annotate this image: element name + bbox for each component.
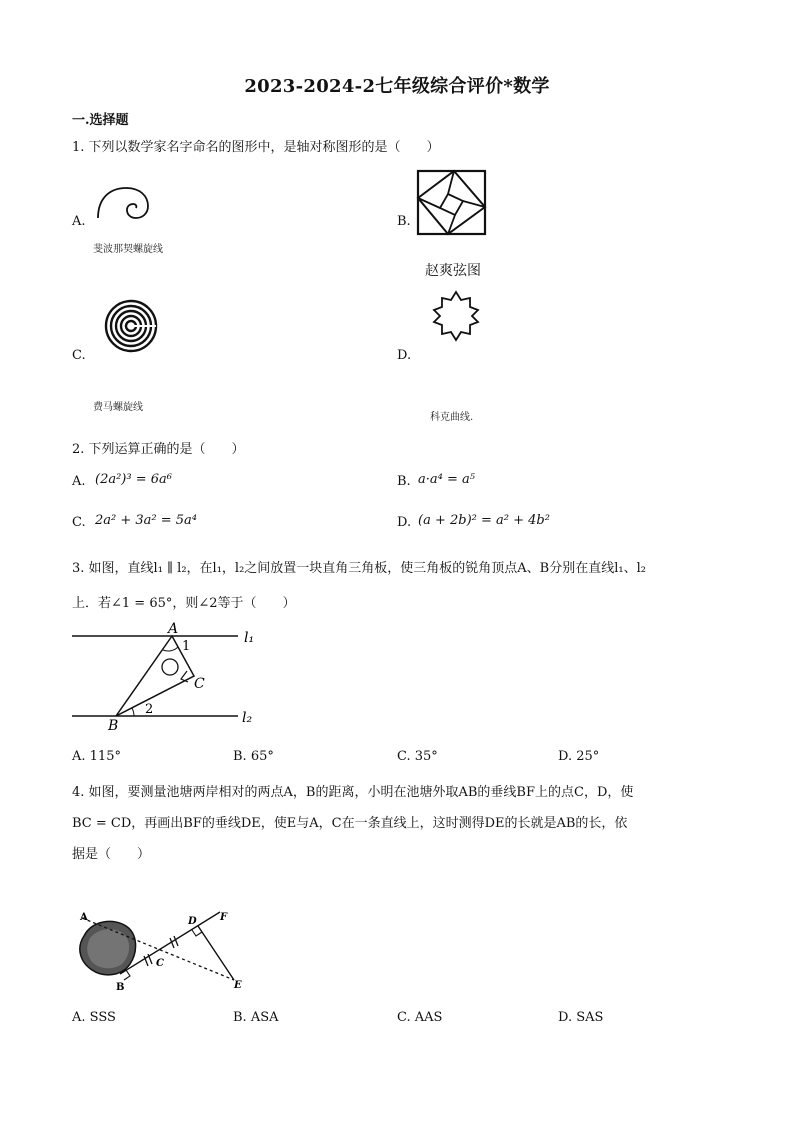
q3-label-c: C — [194, 676, 205, 692]
page-title: 2023-2024-2七年级综合评价*数学 — [244, 76, 550, 97]
q2-option-a-label[interactable]: A. — [72, 474, 86, 489]
q3-label-b: B — [108, 718, 119, 734]
q3-stem-line1: 3. 如图，直线l₁ ∥ l₂，在l₁，l₂之间放置一块直角三角板，使三角板的锐角顶点A、B分别在直线l₁、l₂ — [72, 561, 646, 576]
q4-option-d[interactable]: D. SAS — [558, 1010, 604, 1025]
q4-option-b[interactable]: B. ASA — [233, 1010, 279, 1025]
q3-label-l1: l₁ — [244, 630, 255, 646]
q1-stem: 1. 下列以数学家名字命名的图形中，是轴对称图形的是（ ） — [72, 140, 440, 155]
q4-option-c[interactable]: C. AAS — [397, 1010, 443, 1025]
q2-option-b-label[interactable]: B. — [397, 474, 411, 489]
q1-option-d-label[interactable]: D. — [397, 348, 412, 363]
q1-option-b-caption: 赵爽弦图 — [425, 263, 481, 279]
q4-label-a: A — [80, 912, 88, 923]
q2-option-d-expression: (a + 2b)² = a² + 4b² — [418, 513, 550, 528]
q3-label-angle2: 2 — [145, 702, 154, 717]
q4-label-b: B — [116, 982, 125, 993]
q4-option-a[interactable]: A. SSS — [72, 1010, 116, 1025]
q4-stem-line1: 4. 如图，要测量池塘两岸相对的两点A，B的距离，小明在池塘外取AB的垂线BF上的点C，D，使 — [72, 785, 634, 800]
q2-option-b-expression: a·a⁴ = a⁵ — [418, 472, 475, 487]
q1-option-a-label[interactable]: A. — [72, 214, 86, 229]
q4-label-e: E — [234, 980, 242, 991]
q3-stem-line2: 上．若∠1 = 65°，则∠2等于（ ） — [72, 596, 296, 611]
q1-option-b-label[interactable]: B. — [397, 214, 411, 229]
q4-label-c: C — [156, 958, 164, 969]
q2-option-c-label[interactable]: C. — [72, 515, 86, 530]
q4-stem-line2: BC = CD，再画出BF的垂线DE，使E与A，C在一条直线上，这时测得DE的长就是AB的长，依 — [72, 816, 628, 831]
q3-triangle-figure — [70, 620, 270, 736]
q3-label-a: A — [168, 621, 179, 637]
q1-option-a-caption: 斐波那契螺旋线 — [93, 244, 163, 255]
fermat-spiral-figure — [103, 300, 159, 352]
section-heading: 一.选择题 — [72, 113, 129, 128]
koch-snowflake-figure — [426, 290, 486, 342]
q3-option-c[interactable]: C. 35° — [397, 749, 438, 764]
q4-pond-figure — [74, 908, 254, 994]
zhaoshuang-string-diagram-figure — [417, 170, 487, 236]
q1-option-c-label[interactable]: C. — [72, 348, 86, 363]
q1-option-c-caption: 费马螺旋线 — [93, 402, 143, 413]
q3-option-d[interactable]: D. 25° — [558, 749, 600, 764]
q2-stem: 2. 下列运算正确的是（ ） — [72, 442, 245, 457]
q2-option-a-expression: (2a²)³ = 6a⁶ — [95, 472, 172, 487]
q4-label-f: F — [220, 912, 228, 923]
q3-option-a[interactable]: A. 115° — [72, 749, 121, 764]
q2-option-d-label[interactable]: D. — [397, 515, 412, 530]
fibonacci-spiral-figure — [92, 184, 152, 224]
q4-label-d: D — [188, 916, 197, 927]
q2-option-c-expression: 2a² + 3a² = 5a⁴ — [95, 513, 198, 528]
q4-stem-line3: 据是（ ） — [72, 847, 151, 862]
q3-option-b[interactable]: B. 65° — [233, 749, 274, 764]
q3-label-angle1: 1 — [182, 639, 191, 654]
q3-label-l2: l₂ — [242, 710, 253, 726]
q1-option-d-caption: 科克曲线. — [430, 412, 474, 423]
